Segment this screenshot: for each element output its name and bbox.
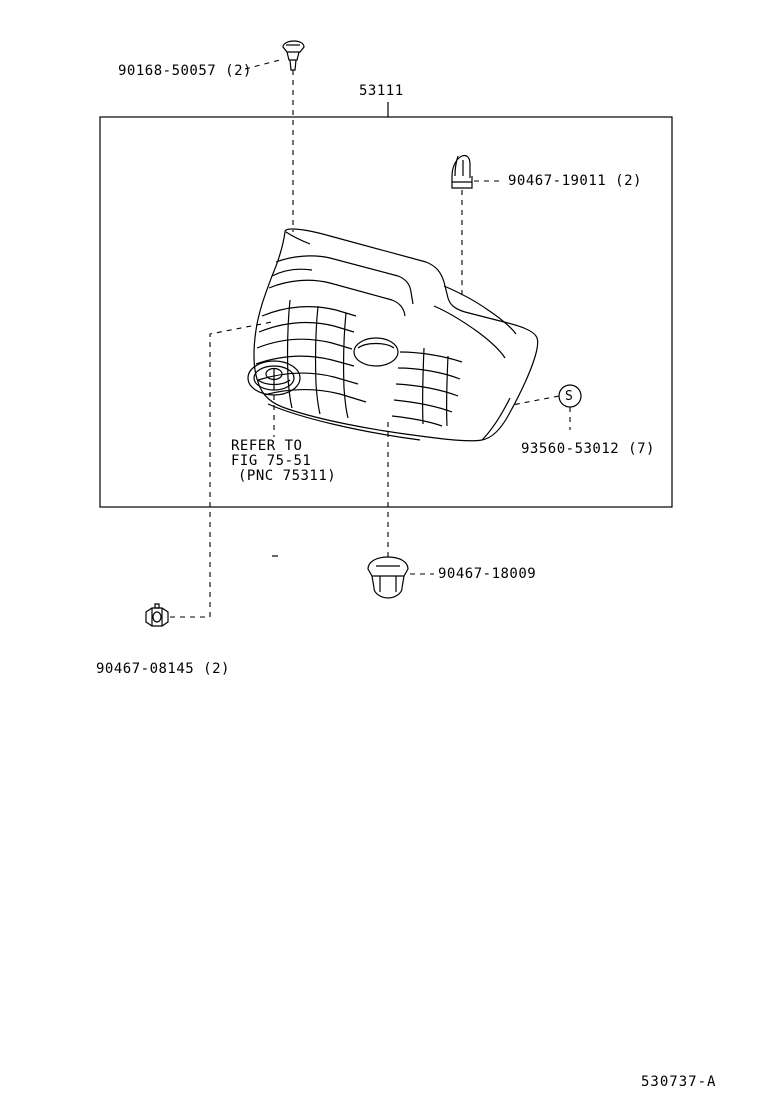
grille-upper-bar-top: [276, 256, 413, 304]
grille-slat-l5: [258, 373, 358, 384]
label-screw-right: 93560-53012 (7): [521, 441, 655, 457]
leader-s-marker: [512, 396, 559, 405]
label-clip-nut: 90467-08145 (2): [96, 661, 230, 677]
grille-right-wing-top: [444, 286, 516, 334]
label-screw-top: 90168-50057 (2): [118, 63, 252, 79]
grille-slat-r2: [398, 368, 460, 379]
grille-div-r1: [423, 348, 424, 424]
clip-right-icon: [452, 155, 472, 188]
screw-marker-letter: S: [565, 389, 574, 404]
grille-slat-r3: [396, 384, 458, 396]
grille-div-2: [316, 306, 320, 414]
grille-outline: [254, 229, 538, 441]
grille-slat-l2: [259, 323, 354, 332]
label-refer-line1: REFER TO: [231, 438, 303, 454]
label-part-53111: 53111: [359, 83, 404, 99]
grille-slat-r5: [392, 416, 442, 426]
grille-topleft-notch: [286, 232, 310, 244]
emblem-mount-detail: [358, 344, 394, 349]
grille-slat-r1: [400, 352, 462, 362]
grille-div-r2: [447, 356, 448, 426]
label-refer-line2: FIG 75-51: [231, 453, 312, 469]
grille-topleft-edge: [272, 269, 312, 276]
label-clip-bottom: 90467-18009: [438, 566, 537, 582]
grille-slat-l6: [264, 390, 366, 402]
grille-div-3: [344, 313, 348, 418]
grille-slat-l3: [257, 339, 352, 349]
screw-top-icon: [283, 41, 304, 70]
grille-slat-l1: [262, 307, 356, 316]
clip-bottom-icon: [368, 557, 408, 598]
clip-nut-icon: [146, 604, 168, 626]
footer-code: 530737-A: [641, 1074, 717, 1090]
label-clip-right: 90467-19011 (2): [508, 173, 642, 189]
emblem-mount-ellipse: [354, 338, 398, 366]
label-refer-line3: (PNC 75311): [238, 468, 337, 484]
